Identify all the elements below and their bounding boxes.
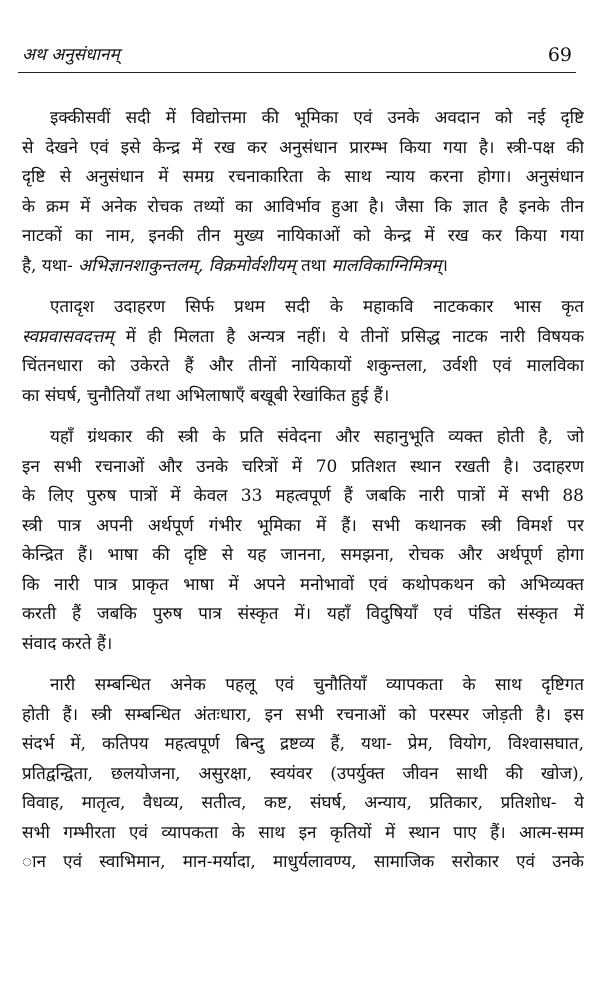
paragraph-1 <box>22 104 584 281</box>
text-line: का संघर्ष, चुनौतियाँ तथा अभिलाषाएँ बखूबी रेखांकित हुई हैं। <box>22 385 390 406</box>
text-line: नारी सम्बन्धित अनेक पहलू एवं चुनौतियाँ व्यापकता के साथ दृष्टिगत <box>50 675 584 695</box>
text-line <box>22 323 584 353</box>
text-line: ान एवं स्वाभिमान, मान-मर्यादा, माधुर्यलावण्य, सामाजिक सरोकार एवं उनके <box>22 852 584 872</box>
text-line: एतादृश उदाहरण सिर्फ प्रथम सदी के महाकवि नाटककार भास कृत <box>50 297 584 317</box>
text-line: इन सभी रचनाओं और उनके चरित्रों में 70 प्रतिशत स्थान रखती है। उदाहरण <box>22 456 584 477</box>
text-line: यहाँ ग्रंथकार की स्त्री के प्रति संवेदना और सहानुभूति व्यक्त होती है, जो <box>50 427 584 447</box>
text-line: स्त्री पात्र अपनी अर्थपूर्ण गंभीर भूमिका में हैं। सभी कथानक स्त्री विमर्श पर <box>22 515 584 536</box>
text-line: करती हैं जबकि पुरुष पात्र संस्कृत में। यहाँ विदुषियाँ एवं पंडित संस्कृत में <box>22 604 584 624</box>
text-line: संदर्भ में, कतिपय महत्वपूर्ण बिन्दु द्रष्टव्य हैं, यथा- प्रेम, वियोग, विश्वासघात, <box>22 734 584 754</box>
text-line: नाटकों का नाम, इनकी तीन मुख्य नायिकाओं को केन्द्र में रख कर किया गया <box>22 226 584 246</box>
text-line: चिंतनधारा को उकेरते हैं और तीनों नायिकायों शकुन्तला, उर्वशी एवं मालविका <box>22 356 584 376</box>
text-line: के क्रम में अनेक रोचक तथ्यों का आविर्भाव हुआ है। जैसा कि ज्ञात है इनके तीन <box>22 196 584 217</box>
text-line: विवाह, मातृत्व, वैधव्य, सतीत्व, कष्ट, संघर्ष, अन्याय, प्रतिकार, प्रतिशोध- ये <box>22 793 584 813</box>
text-line: के लिए पुरुष पात्रों में केवल 33 महत्वपूर्ण हैं जबकि नारी पात्रों में सभी 88 <box>22 486 584 506</box>
text-line: दृष्टि से अनुसंधान में समग्र रचनाकारिता के साथ न्याय करना होगा। अनुसंधान <box>22 167 584 187</box>
italic-title: मालविकाग्निमित्रम् <box>331 255 442 276</box>
body-text <box>22 104 584 890</box>
paragraph-2 <box>22 293 584 411</box>
text-fragment: है, यथा- <box>22 255 79 276</box>
italic-title: स्वप्नवासवदत्तम् <box>22 326 114 347</box>
text-line <box>22 252 584 282</box>
text-line: केन्द्रित हैं। भाषा की दृष्टि से यह जानना, समझना, रोचक और अर्थपूर्ण होगा <box>22 545 584 565</box>
paragraph-3 <box>22 423 584 659</box>
text-line: प्रतिद्वन्द्विता, छलयोजना, असुरक्षा, स्वयंवर (उपर्युक्त जीवन साथी की खोज), <box>22 763 584 784</box>
text-fragment: में ही मिलता है अन्यत्र नहीं। ये तीनों प्रसिद्ध नाटक नारी विषयक <box>113 326 584 347</box>
text-line: सभी गम्भीरता एवं व्यापकता के साथ इन कृतियों में स्थान पाए हैं। आत्म-सम्म <box>22 822 584 843</box>
header-rule <box>18 72 576 73</box>
text-fragment: । <box>441 255 448 276</box>
text-fragment: तथा <box>295 255 332 276</box>
paragraph-4 <box>22 671 584 878</box>
text-line: होती हैं। स्त्री सम्बन्धित अंतःधारा, इन सभी रचनाओं को परस्पर जोड़ती है। इस <box>22 704 584 725</box>
italic-title: अभिज्ञानशाकुन्तलम्, विक्रमोर्वशीयम् <box>78 255 296 276</box>
text-line: संवाद करते हैं। <box>22 633 113 654</box>
text-line: से देखने एवं इसे केन्द्र में रख कर अनुसंधान प्रारम्भ किया गया है। स्त्री-पक्ष की <box>22 137 584 158</box>
page-number: 69 <box>547 44 572 66</box>
running-title: अथ अनुसंधानम् <box>22 45 120 65</box>
text-line: कि नारी पात्र प्राकृत भाषा में अपने मनोभावों एवं कथोपकथन को अभिव्यक्त <box>22 574 584 595</box>
text-line: इक्कीसवीं सदी में विद्योत्तमा की भूमिका एवं उनके अवदान को नई दृष्टि <box>50 108 584 128</box>
